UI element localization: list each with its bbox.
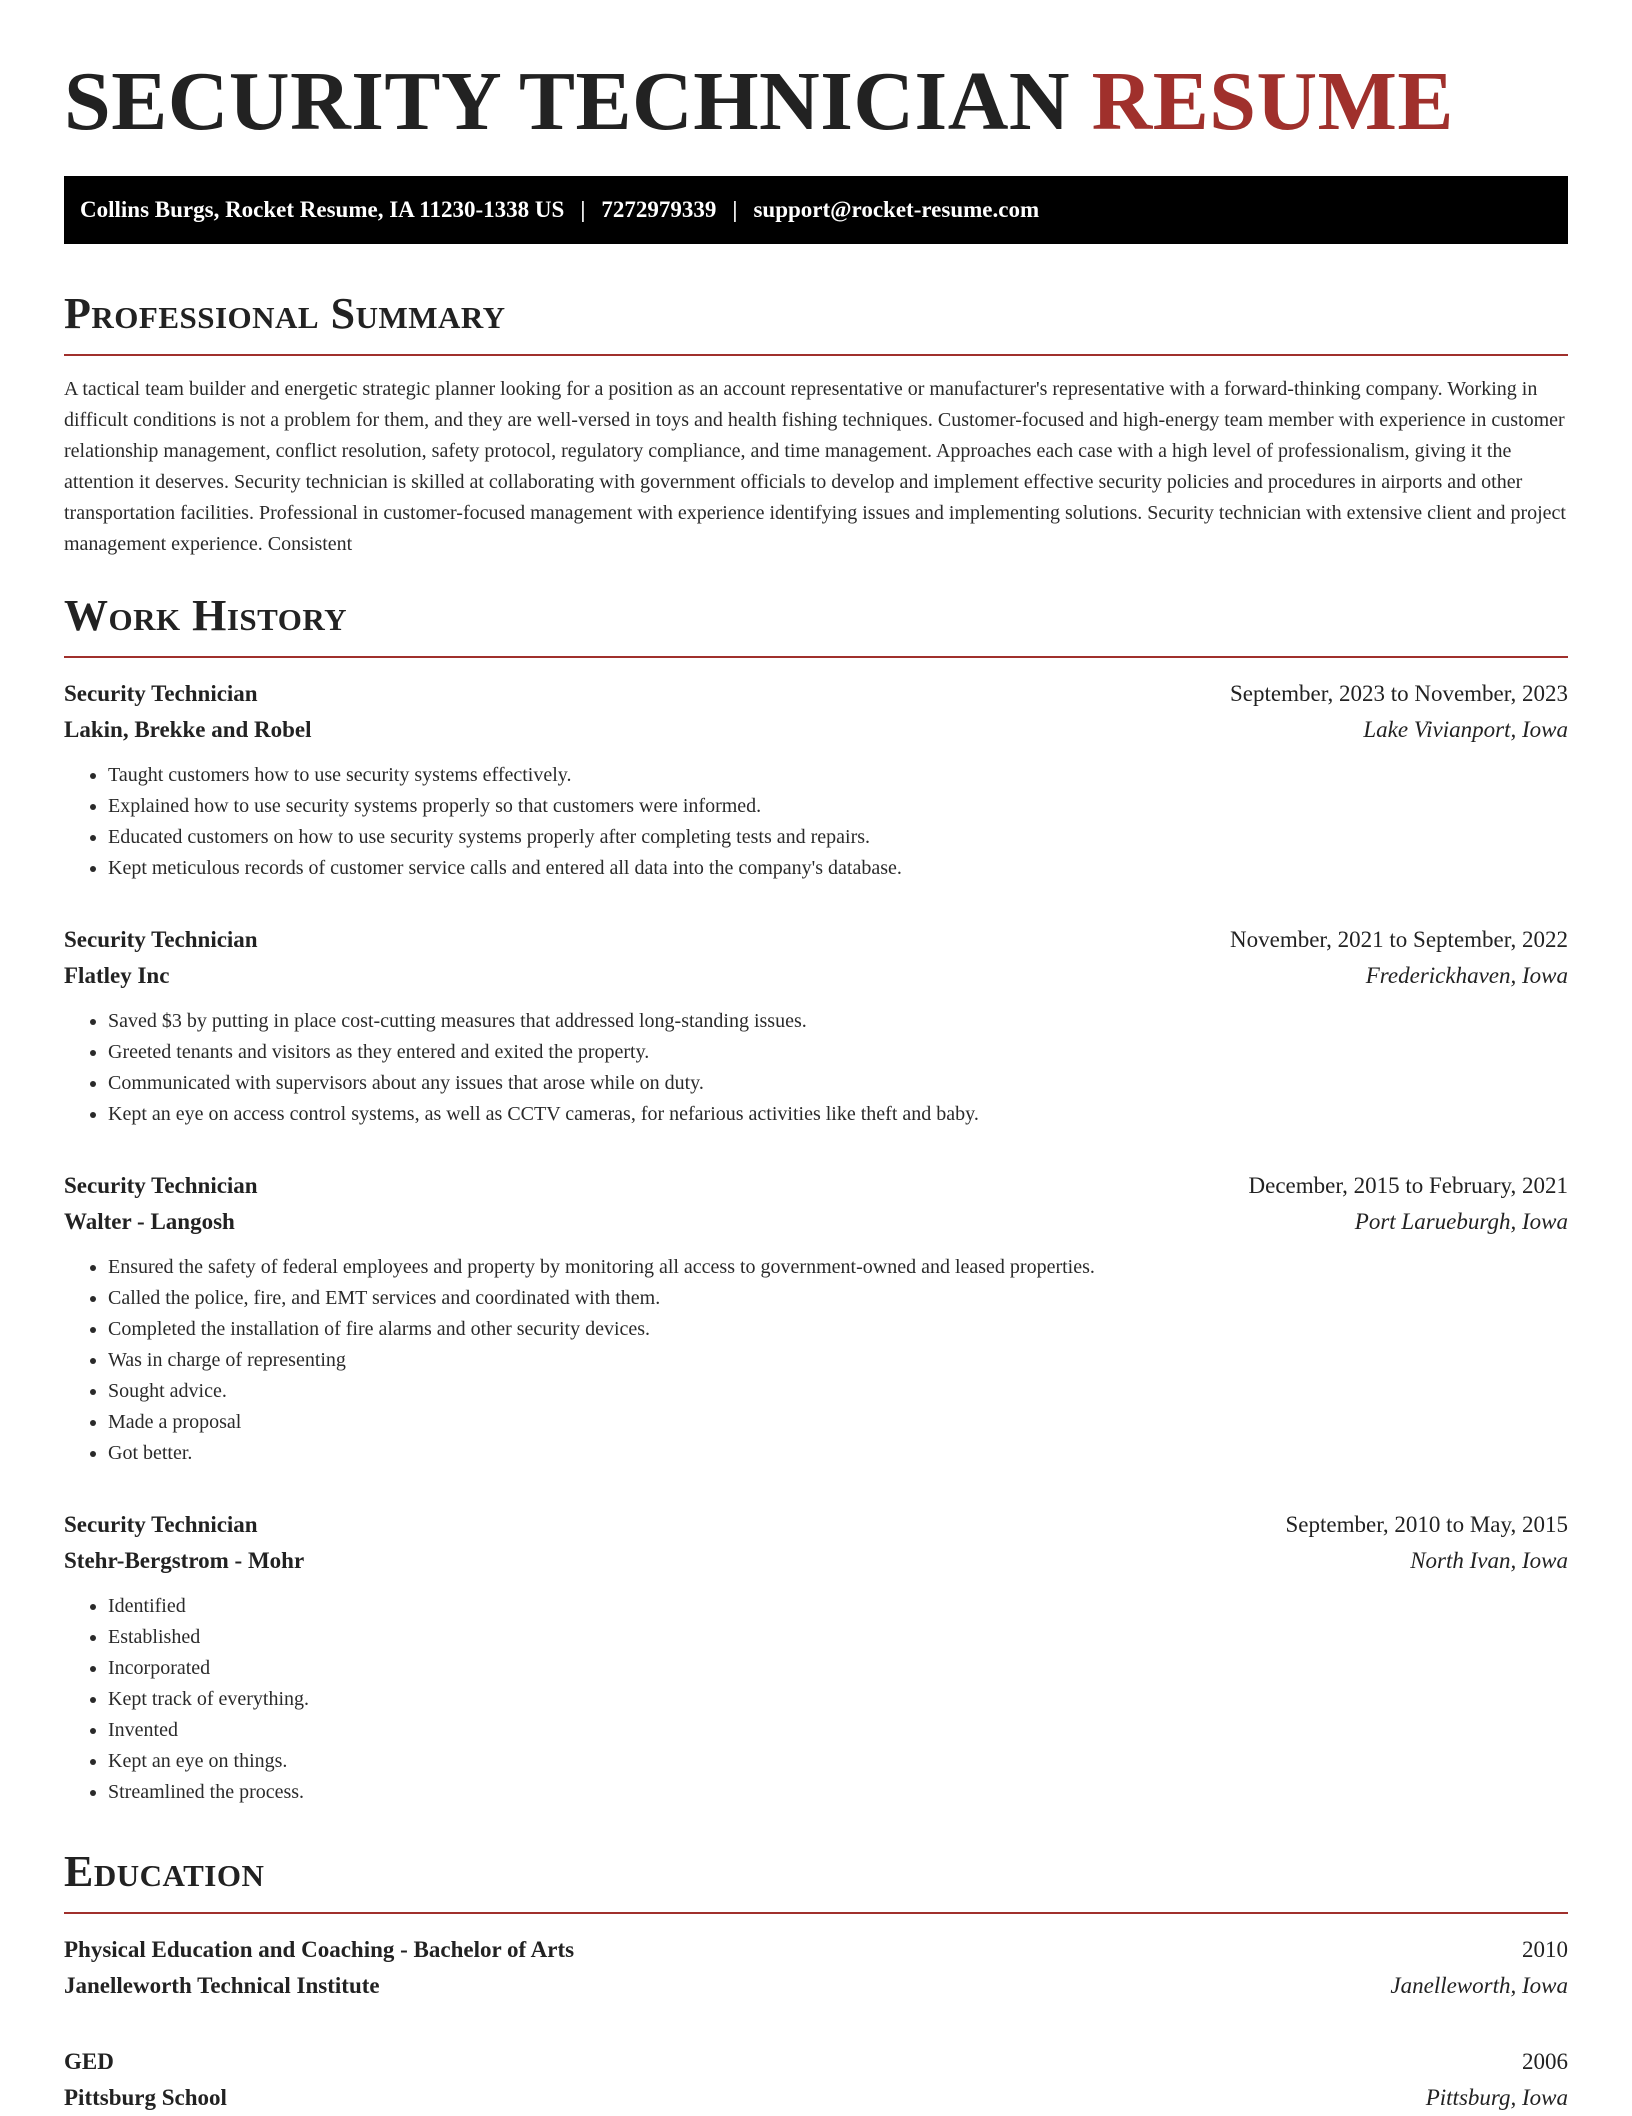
section-divider	[64, 1912, 1568, 1914]
job-bullet: • Completed the installation of fire alarms and other security devices.	[108, 1314, 1568, 1345]
job-company-row	[64, 1204, 1568, 1240]
job-header-row	[64, 922, 1568, 958]
job-title: Security Technician	[64, 927, 258, 952]
job-bullet: • Incorporated	[108, 1653, 1568, 1684]
job-location: Frederickhaven, Iowa	[1365, 963, 1568, 988]
summary-heading: Professional Summary	[64, 289, 506, 338]
contact-separator: |	[580, 197, 586, 222]
job-bullet-list	[64, 1006, 1568, 1130]
job-bullet: • Kept an eye on access control systems, as well as CCTV cameras, for nefarious activities like theft and baby.	[108, 1099, 1568, 1130]
education-year: 2010	[1522, 1937, 1568, 1962]
job-dates: December, 2015 to February, 2021	[1248, 1173, 1568, 1198]
contact-bar	[64, 176, 1568, 244]
job-bullet: • Got better.	[108, 1438, 1568, 1469]
job-company: Walter - Langosh	[64, 1209, 235, 1234]
job-bullet: • Made a proposal	[108, 1407, 1568, 1438]
section-divider	[64, 354, 1568, 356]
education-section	[64, 1846, 1568, 2116]
job-company-row	[64, 712, 1568, 748]
job-dates: September, 2023 to November, 2023	[1230, 681, 1568, 706]
job-header-row	[64, 1168, 1568, 1204]
job-bullet: • Was in charge of representing	[108, 1345, 1568, 1376]
job-bullet: • Educated customers on how to use security systems properly after completing tests and repairs.	[108, 822, 1568, 853]
job-entry	[64, 1168, 1568, 1469]
education-location: Pittsburg, Iowa	[1425, 2085, 1568, 2110]
job-title: Security Technician	[64, 1512, 258, 1537]
job-bullet: • Communicated with supervisors about any issues that arose while on duty.	[108, 1068, 1568, 1099]
job-company: Flatley Inc	[64, 963, 170, 988]
job-bullet: • Explained how to use security systems properly so that customers were informed.	[108, 791, 1568, 822]
job-company-row	[64, 958, 1568, 994]
title-main: SECURITY TECHNICIAN	[64, 55, 1071, 148]
job-bullet: • Invented	[108, 1715, 1568, 1746]
education-school: Janelleworth Technical Institute	[64, 1973, 380, 1998]
job-bullet: • Kept meticulous records of customer service calls and entered all data into the company's database.	[108, 853, 1568, 884]
education-school-row	[64, 2080, 1568, 2116]
job-bullet-list	[64, 1252, 1568, 1469]
job-bullet: • Taught customers how to use security systems effectively.	[108, 760, 1568, 791]
education-school: Pittsburg School	[64, 2085, 227, 2110]
education-degree-row	[64, 2044, 1568, 2080]
contact-separator: |	[732, 197, 738, 222]
education-school-row	[64, 1968, 1568, 2004]
job-header-row	[64, 1507, 1568, 1543]
education-entry	[64, 1932, 1568, 2004]
education-list	[64, 1932, 1568, 2116]
job-list	[64, 676, 1568, 1808]
job-bullet: • Established	[108, 1622, 1568, 1653]
job-bullet: • Streamlined the process.	[108, 1777, 1568, 1808]
education-degree: GED	[64, 2049, 114, 2074]
job-entry	[64, 1507, 1568, 1808]
job-bullet: • Called the police, fire, and EMT services and coordinated with them.	[108, 1283, 1568, 1314]
job-bullet: • Sought advice.	[108, 1376, 1568, 1407]
contact-phone: 7272979339	[601, 197, 717, 222]
job-location: North Ivan, Iowa	[1410, 1548, 1568, 1573]
job-company: Stehr-Bergstrom - Mohr	[64, 1548, 305, 1573]
education-location: Janelleworth, Iowa	[1390, 1973, 1568, 1998]
work-history-heading: Work History	[64, 591, 348, 640]
education-degree-row	[64, 1932, 1568, 1968]
job-bullet: • Kept an eye on things.	[108, 1746, 1568, 1777]
job-company: Lakin, Brekke and Robel	[64, 717, 312, 742]
work-history-section	[64, 590, 1568, 1808]
resume-title	[64, 52, 1568, 152]
job-bullet: • Ensured the safety of federal employees and property by monitoring all access to government-owned and leased properties.	[108, 1252, 1568, 1283]
title-accent: RESUME	[1091, 55, 1454, 148]
job-entry	[64, 676, 1568, 884]
contact-address: Collins Burgs, Rocket Resume, IA 11230-1338 US	[80, 197, 565, 222]
job-bullet-list	[64, 1591, 1568, 1808]
education-entry	[64, 2044, 1568, 2116]
contact-email: support@rocket-resume.com	[753, 197, 1040, 222]
job-bullet-list	[64, 760, 1568, 884]
job-bullet: • Greeted tenants and visitors as they entered and exited the property.	[108, 1037, 1568, 1068]
section-divider	[64, 656, 1568, 658]
job-entry	[64, 922, 1568, 1130]
job-bullet: • Identified	[108, 1591, 1568, 1622]
job-header-row	[64, 676, 1568, 712]
education-heading: Education	[64, 1847, 265, 1896]
job-company-row	[64, 1543, 1568, 1579]
job-bullet: • Kept track of everything.	[108, 1684, 1568, 1715]
job-location: Lake Vivianport, Iowa	[1363, 717, 1568, 742]
summary-text: A tactical team builder and energetic strategic planner looking for a position as an account representative or manufacturer's representative with a forward-thinking company. Working in difficult conditions is not a problem for them, and they are well-versed in toys and health fishing techniques. Customer-focused and high-energy team member with experience in customer relationship management, conflict resolution, safety protocol, regulatory compliance, and time management. Approaches each case with a high level of professionalism, giving it the attention it deserves. Security technician is skilled at collaborating with government officials to develop and implement effective security policies and procedures in airports and other transportation facilities. Professional in customer-focused management with experience identifying issues and implementing solutions. Security technician with extensive client and project management experience. Consistent	[64, 378, 1566, 555]
education-degree: Physical Education and Coaching - Bachelor of Arts	[64, 1937, 575, 1962]
job-title: Security Technician	[64, 681, 258, 706]
job-dates: September, 2010 to May, 2015	[1285, 1512, 1568, 1537]
summary-section	[64, 288, 1568, 560]
job-dates: November, 2021 to September, 2022	[1230, 927, 1568, 952]
job-bullet: • Saved $3 by putting in place cost-cutting measures that addressed long-standing issues.	[108, 1006, 1568, 1037]
job-title: Security Technician	[64, 1173, 258, 1198]
education-year: 2006	[1522, 2049, 1568, 2074]
job-location: Port Larueburgh, Iowa	[1354, 1209, 1568, 1234]
